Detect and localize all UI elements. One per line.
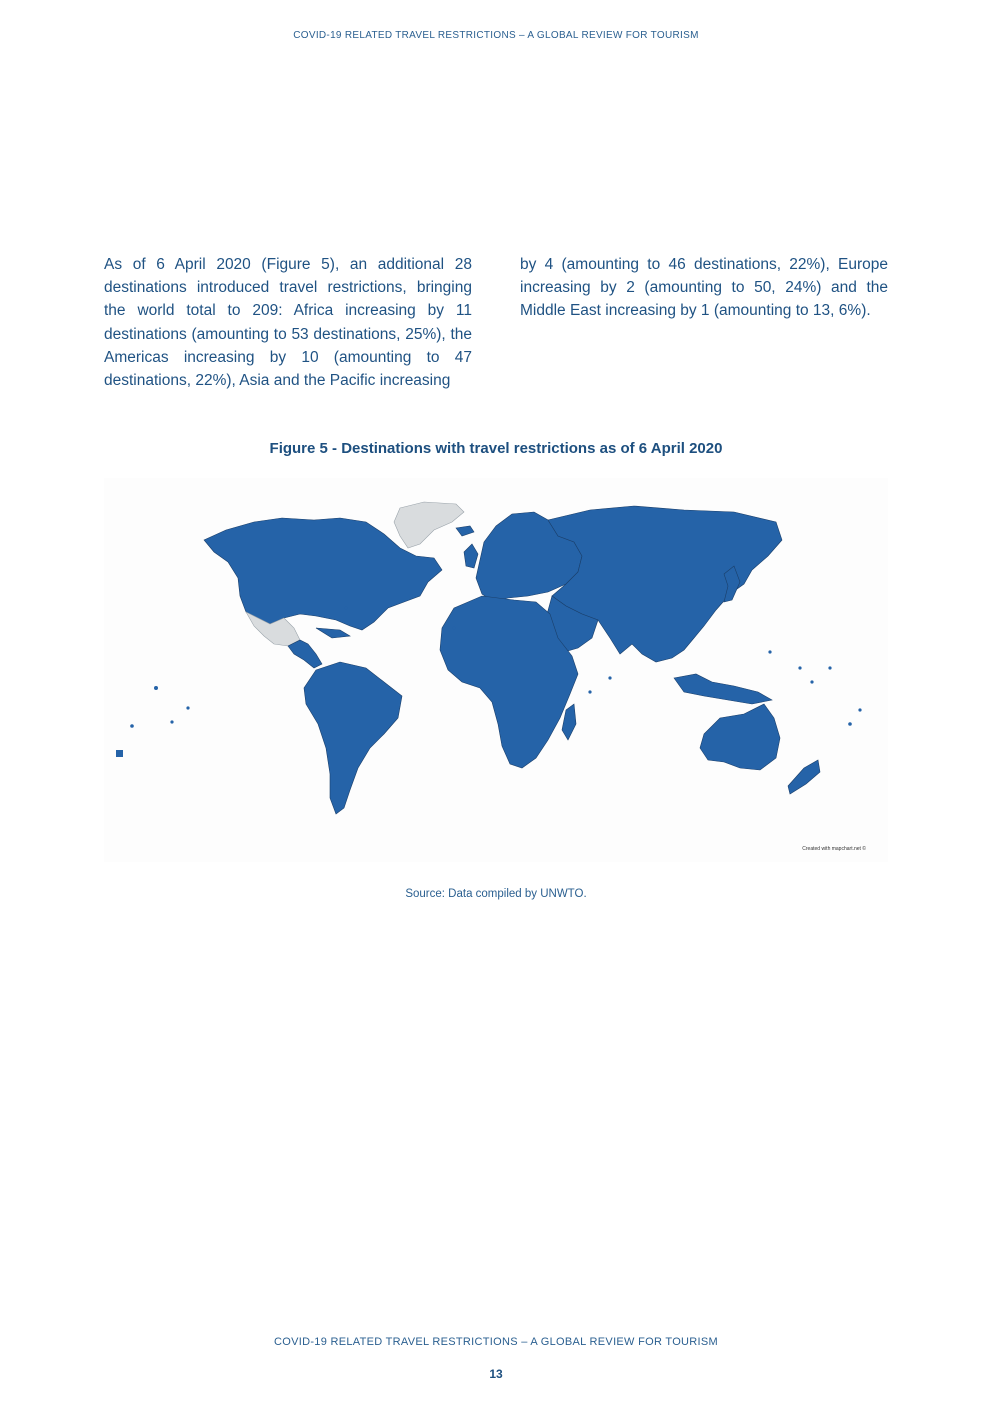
caribbean-shape	[316, 628, 350, 638]
island-dot	[588, 690, 591, 693]
greenland-shape	[394, 502, 464, 548]
pacific-island-marker	[116, 750, 123, 757]
body-paragraph-column-1: As of 6 April 2020 (Figure 5), an additional 28 destinations introduced travel restrictions, bringing the world total to 209: Africa increasing by 11 destinations (amounting to 53 destinations, 25%), the Americas increasing by 10 (amounting to 47 destinations, 22%), Asia and the Pacific increasing	[104, 256, 472, 390]
island-dot	[828, 666, 831, 669]
island-dot	[170, 720, 173, 723]
island-dot	[858, 708, 861, 711]
island-dot	[186, 706, 189, 709]
map-credit: Created with mapchart.net ©	[802, 846, 866, 852]
island-dot	[452, 626, 455, 629]
central-america-shape	[288, 640, 322, 668]
body-paragraph-column-2: by 4 (amounting to 46 destinations, 22%), Europe increasing by 2 (amounting to 50, 24%) and the Middle East increasing by 1 (amounting to 13, 6%).	[520, 256, 888, 320]
uk-shape	[464, 544, 478, 568]
figure-source: Source: Data compiled by UNWTO.	[405, 888, 587, 900]
island-dot	[848, 722, 852, 726]
australia-shape	[700, 704, 780, 770]
island-dot	[798, 666, 801, 669]
figure-title: Figure 5 - Destinations with travel restrictions as of 6 April 2020	[269, 440, 723, 457]
world-map	[104, 478, 888, 862]
world-map-figure	[104, 478, 888, 862]
new-zealand-shape	[788, 760, 820, 794]
southeast-asia-shape	[674, 674, 772, 704]
madagascar-shape	[562, 704, 576, 740]
island-dot	[608, 676, 611, 679]
island-dot	[768, 650, 771, 653]
island-dot	[344, 606, 347, 609]
page-number: 13	[489, 1367, 503, 1381]
island-dot	[810, 680, 813, 683]
running-footer: COVID-19 RELATED TRAVEL RESTRICTIONS – A GLOBAL REVIEW FOR TOURISM	[273, 1336, 718, 1348]
island-dot	[154, 686, 158, 690]
south-america-shape	[304, 662, 402, 814]
running-header: COVID-19 RELATED TRAVEL RESTRICTIONS – A GLOBAL REVIEW FOR TOURISM	[293, 30, 699, 41]
island-dot	[130, 724, 134, 728]
iceland-shape	[456, 526, 474, 536]
